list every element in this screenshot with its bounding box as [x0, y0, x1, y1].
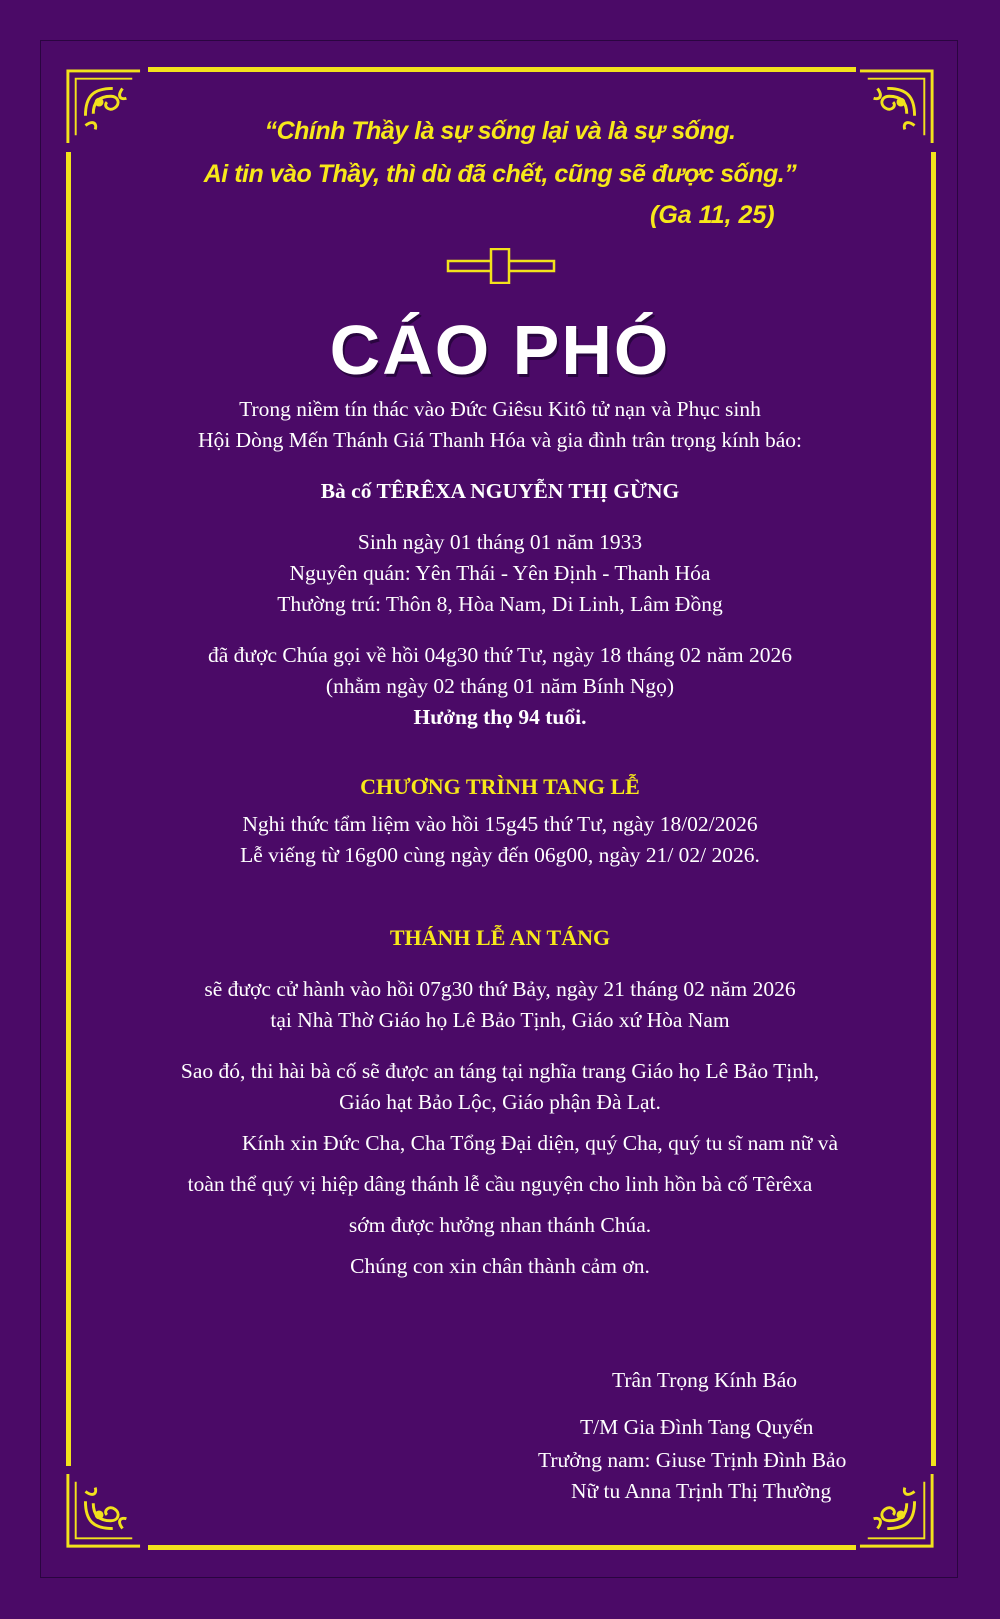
burial-mass-line-8: Chúng con xin chân thành cảm ơn. — [350, 1254, 650, 1278]
deceased-passed: đã được Chúa gọi về hồi 04g30 thứ Tư, ngày 18 tháng 02 năm 2026 — [208, 643, 792, 667]
burial-mass-line-3: Sao đó, thi hài bà cố sẽ được an táng tại nghĩa trang Giáo họ Lê Bảo Tịnh, — [180, 1059, 820, 1083]
burial-mass-line-5: Kính xin Đức Cha, Cha Tổng Đại diện, quý Cha, quý tu sĩ nam nữ và — [241, 1131, 839, 1155]
quote-line-2-text: Ai tin vào Thầy, thì dù đã chết, cũng sẽ được sống. — [203, 160, 785, 188]
intro-line-2: Hội Dòng Mến Thánh Giá Thanh Hóa và gia đình trân trọng kính báo: — [197, 428, 803, 452]
corner-ornament-bottom-left — [64, 1472, 142, 1550]
deceased-lunar-date: (nhằm ngày 02 tháng 01 năm Bính Ngọ) — [325, 674, 675, 698]
burial-mass-line-7: sớm được hưởng nhan thánh Chúa. — [348, 1213, 652, 1237]
corner-ornament-bottom-right — [858, 1472, 936, 1550]
burial-mass-line-4: Giáo hạt Bảo Lộc, Giáo phận Đà Lạt. — [339, 1090, 661, 1114]
border-top — [148, 67, 856, 72]
burial-mass-heading: THÁNH LỄ AN TÁNG — [389, 925, 611, 950]
border-bottom — [148, 1545, 856, 1550]
deceased-name: Bà cố TÊRÊXA NGUYỄN THỊ GỪNG — [320, 479, 680, 503]
quote-line-2: Ai tin vào Thầy, thì dù đã chết, cũng sẽ được sống.” — [203, 160, 797, 188]
burial-mass-line-1: sẽ được cử hành vào hồi 07g30 thứ Bảy, ngày 21 tháng 02 năm 2026 — [204, 977, 796, 1001]
intro-line-1: Trong niềm tín thác vào Đức Giêsu Kitô tử nạn và Phục sinh — [239, 397, 761, 421]
signature-line-3: Trưởng nam: Giuse Trịnh Đình Bảo — [538, 1448, 847, 1472]
signature-line-4: Nữ tu Anna Trịnh Thị Thường — [571, 1479, 832, 1503]
quote-reference: (Ga 11, 25) — [650, 201, 775, 229]
signature-line-1: Trân Trọng Kính Báo — [612, 1368, 797, 1392]
deceased-hometown: Nguyên quán: Yên Thái - Yên Định - Thanh Hóa — [289, 561, 711, 585]
burial-mass-line-6: toàn thể quý vị hiệp dâng thánh lễ cầu nguyện cho linh hồn bà cố Têrêxa — [187, 1172, 813, 1196]
quote-line-1: “Chính Thầy là sự sống lại và là sự sống. — [264, 117, 736, 145]
quote-line-1-text: Chính Thầy là sự sống lại và là sự sống. — [276, 117, 736, 145]
funeral-program-line-1: Nghi thức tẩm liệm vào hồi 15g45 thứ Tư, ngày 18/02/2026 — [242, 812, 758, 836]
deceased-born: Sinh ngày 01 tháng 01 năm 1933 — [357, 530, 643, 554]
deceased-age: Hưởng thọ 94 tuổi. — [413, 705, 587, 729]
deceased-residence: Thường trú: Thôn 8, Hòa Nam, Di Linh, Lâm Đồng — [277, 592, 723, 616]
page-title: CÁO PHÓ — [329, 311, 671, 389]
burial-mass-line-2: tại Nhà Thờ Giáo họ Lê Bảo Tịnh, Giáo xứ Hòa Nam — [270, 1008, 730, 1032]
cross-icon — [446, 248, 556, 284]
funeral-program-heading: CHƯƠNG TRÌNH TANG LỄ — [360, 774, 640, 799]
funeral-program-line-2: Lễ viếng từ 16g00 cùng ngày đến 06g00, ngày 21/ 02/ 2026. — [240, 843, 760, 867]
signature-line-2: T/M Gia Đình Tang Quyến — [580, 1415, 814, 1439]
